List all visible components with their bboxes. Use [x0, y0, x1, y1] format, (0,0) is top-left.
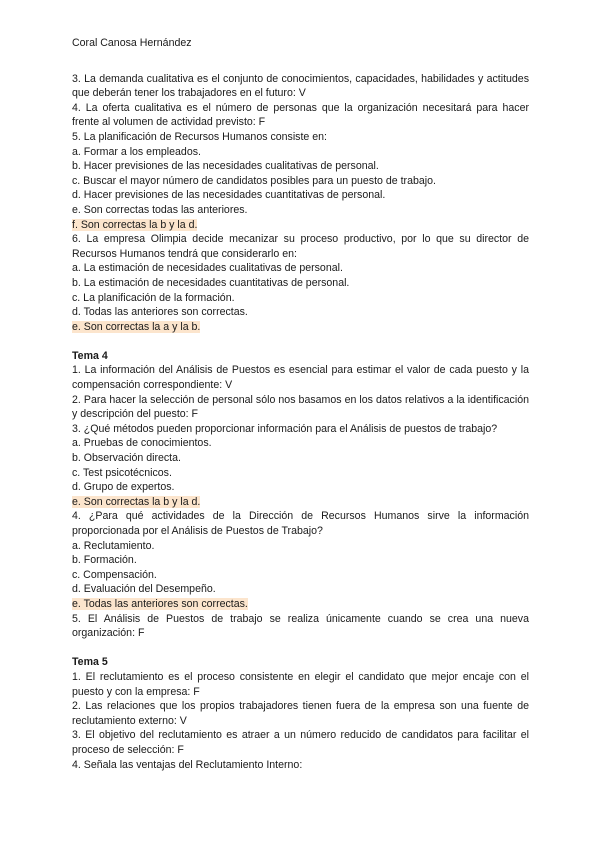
text-line: 5. El Análisis de Puestos de trabajo se realiza únicamente cuando se crea una nueva organización: F — [72, 612, 529, 640]
answer-highlight: e. Son correctas la a y la b. — [72, 320, 201, 333]
text-line: 5. La planificación de Recursos Humanos consiste en: — [72, 130, 327, 143]
text-line: b. Hacer previsiones de las necesidades cualitativas de personal. — [72, 160, 379, 173]
highlighted-answer — [72, 218, 529, 233]
text-line: 4. Señala las ventajas del Reclutamiento Interno: — [72, 758, 303, 771]
text-line: d. Hacer previsiones de las necesidades cuantitativas de personal. — [72, 189, 386, 202]
text-line: b. Formación. — [72, 554, 137, 567]
highlighted-answer — [72, 320, 529, 335]
section-heading: Tema 5 — [72, 656, 108, 669]
text-line: 4. La oferta cualitativa es el número de personas que la organización necesitará para hacer frente al volumen de actividad previsto: F — [72, 101, 529, 129]
text-line: 4. ¿Para qué actividades de la Dirección de Recursos Humanos sirve la información proporcionada por el Análisis de Puestos de Trabajo? — [72, 510, 529, 537]
text-line: c. Test psicotécnicos. — [72, 466, 172, 479]
text-line: 1. El reclutamiento es el proceso consistente en elegir el candidato que mejor encaje con el puesto y con la empresa: F — [72, 670, 529, 698]
answer-highlight: f. Son correctas la b y la d. — [72, 218, 198, 231]
text-line: a. Pruebas de conocimientos. — [72, 437, 212, 450]
section-heading: Tema 4 — [72, 349, 108, 362]
text-line: 2. Para hacer la selección de personal sólo nos basamos en los datos relativos a la identificación y descripción del puesto: F — [72, 393, 529, 421]
highlighted-answer — [72, 597, 529, 612]
text-line: d. Grupo de expertos. — [72, 481, 175, 494]
text-line: c. Compensación. — [72, 568, 157, 581]
document-body — [72, 72, 529, 773]
text-line: c. Buscar el mayor número de candidatos posibles para un puesto de trabajo. — [72, 174, 436, 187]
text-line: b. Observación directa. — [72, 452, 181, 465]
text-line: 6. La empresa Olimpia decide mecanizar su proceso productivo, por lo que su director de Recursos Humanos tendrá que considerarlo en: — [72, 233, 529, 260]
text-line: c. La planificación de la formación. — [72, 291, 235, 304]
text-line: e. Son correctas todas las anteriores. — [72, 203, 248, 216]
text-line: d. Evaluación del Desempeño. — [72, 583, 216, 596]
text-line: b. La estimación de necesidades cuantitativas de personal. — [72, 276, 350, 289]
text-line: d. Todas las anteriores son correctas. — [72, 306, 248, 319]
author-name: Coral Canosa Hernández — [72, 37, 192, 49]
text-line: 3. ¿Qué métodos pueden proporcionar información para el Análisis de puestos de trabajo? — [72, 422, 498, 435]
text-line: 2. Las relaciones que los propios trabajadores tienen fuera de la empresa son una fuente de reclutamiento externo: V — [72, 700, 529, 727]
text-line: a. La estimación de necesidades cualitativas de personal. — [72, 262, 343, 275]
text-line: a. Formar a los empleados. — [72, 145, 201, 158]
answer-highlight: e. Son correctas la b y la d. — [72, 495, 201, 508]
answer-highlight: e. Todas las anteriores son correctas. — [72, 597, 248, 610]
text-line: 3. El objetivo del reclutamiento es atraer a un número reducido de candidatos para facilitar el proceso de selección: F — [72, 729, 529, 756]
text-line: 1. La información del Análisis de Puestos es esencial para estimar el valor de cada puesto y la compensación correspondiente: V — [72, 364, 529, 392]
highlighted-answer — [72, 495, 529, 510]
text-line: 3. La demanda cualitativa es el conjunto de conocimientos, capacidades, habilidades y actitudes que deberán tener los trabajadores en el futuro: V — [72, 72, 529, 100]
text-line: a. Reclutamiento. — [72, 539, 155, 552]
